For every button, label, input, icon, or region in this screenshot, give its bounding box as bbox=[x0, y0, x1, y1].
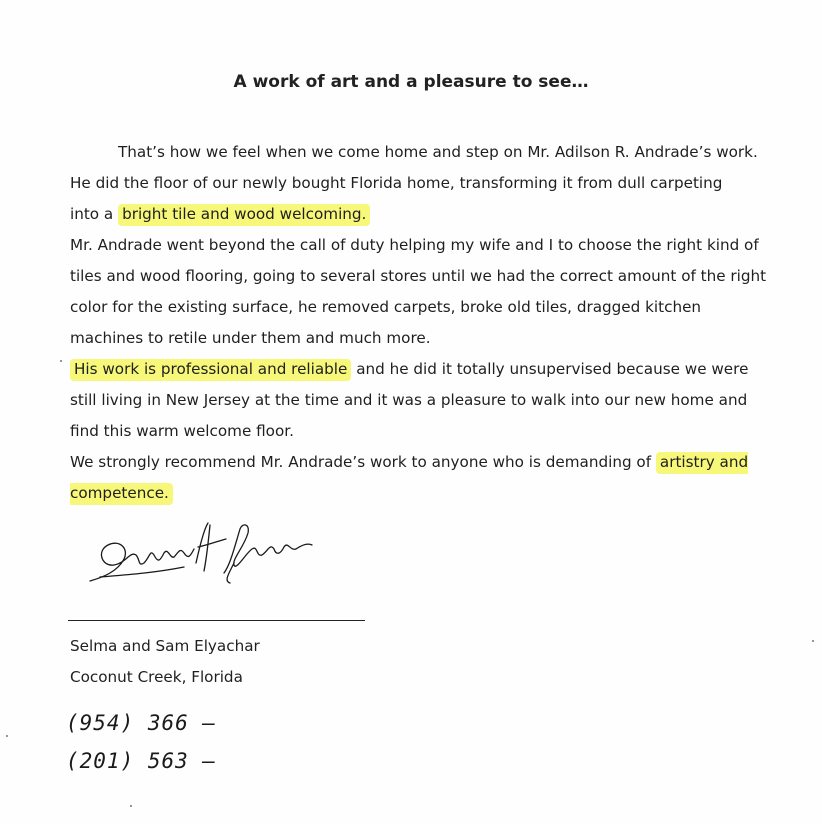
paragraph-2: Mr. Andrade went beyond the call of duty helping my wife and I to choose the right kind of tiles and wood flooring, going to several stores until we had the correct amount of the right color for the existing surface, he removed carpets, broke old tiles, dragged kitchen machines to retile under them and much more. bbox=[70, 236, 767, 347]
highlight-artistry: artistry and competence. bbox=[70, 452, 748, 505]
paper-speck bbox=[130, 805, 132, 807]
phone-number-2: (201) 563 – bbox=[66, 749, 217, 773]
highlight-bright-tile: bright tile and wood welcoming. bbox=[118, 204, 370, 226]
paper-speck bbox=[812, 640, 814, 642]
signature-line bbox=[68, 620, 365, 621]
paragraph-1-line-1: That’s how we feel when we come home and step on Mr. Adilson R. Andrade’s work. bbox=[118, 143, 758, 161]
signer-location: Coconut Creek, Florida bbox=[70, 668, 243, 686]
paragraph-1-line-3: into a bbox=[70, 205, 119, 223]
paragraph-3 bbox=[70, 354, 770, 447]
paragraph-1-line-2: He did the floor of our newly bought Florida home, transforming it from dull carpeting bbox=[70, 174, 723, 192]
paragraph-4-text: We strongly recommend Mr. Andrade’s work to anyone who is demanding of bbox=[70, 453, 656, 471]
letter-body bbox=[70, 137, 770, 509]
letter-title: A work of art and a pleasure to see… bbox=[233, 72, 589, 92]
paragraph-1 bbox=[70, 137, 770, 230]
phone-number-1: (954) 366 – bbox=[66, 711, 217, 735]
handwritten-signature bbox=[84, 515, 334, 590]
paper-speck bbox=[6, 735, 8, 737]
paragraph-3-rest: and he did it totally unsupervised because we were still living in New Jersey at the time and it was a pleasure to walk into our new home and find this warm welcome floor. bbox=[70, 360, 749, 440]
handwritten-phones bbox=[66, 704, 216, 780]
paper-speck bbox=[60, 360, 62, 362]
highlight-professional: His work is professional and reliable bbox=[70, 359, 351, 381]
signer-block bbox=[70, 631, 260, 693]
signer-names: Selma and Sam Elyachar bbox=[70, 637, 260, 655]
paragraph-4 bbox=[70, 447, 770, 509]
